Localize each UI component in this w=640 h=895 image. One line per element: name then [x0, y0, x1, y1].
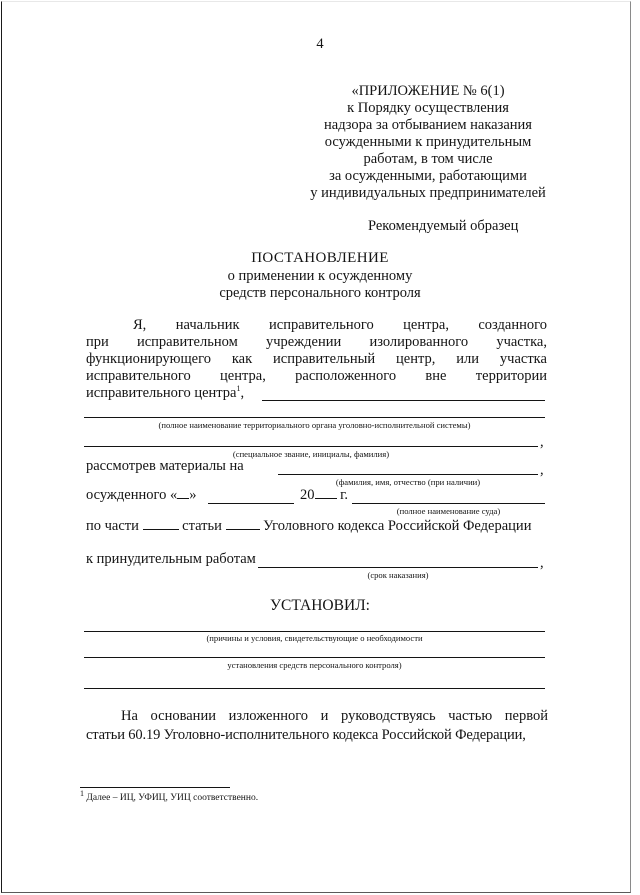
hint-organ: (полное наименование территориального органа уголовно-исполнительной системы) [158, 420, 471, 430]
blank-line [352, 503, 545, 504]
blank-line [84, 417, 545, 418]
hint-tools: установления средств персонального контроля) [227, 660, 402, 670]
blank-line [278, 474, 538, 475]
paragraph-line: Я, начальник исправительного центра, созданного [133, 317, 547, 333]
convicted-label: осужденного « » [86, 487, 197, 503]
appendix-line: «ПРИЛОЖЕНИЕ № 6(1) [351, 83, 505, 99]
comma: , [540, 462, 544, 478]
hint-rank: (специальное звание, инициалы, фамилия) [232, 449, 390, 459]
blank-line [84, 688, 545, 689]
comma: , [540, 434, 544, 450]
paragraph-line: исправительного центра, расположенного вне территории [86, 368, 547, 384]
footnote-separator [80, 787, 230, 788]
blank-line [84, 657, 545, 658]
hint-term: (срок наказания) [367, 570, 429, 580]
footnote: $^1$ Далее – ИЦ, УФИЦ, УИЦ соответственно. [80, 788, 259, 803]
document-title: ПОСТАНОВЛЕНИЕ [251, 250, 389, 266]
appendix-line: работам, в том числе [363, 151, 493, 167]
blank-line [208, 503, 294, 504]
closing-line: На основании изложенного и руководствуясь частью первой [121, 708, 548, 724]
blank-line [84, 446, 538, 447]
paragraph-line: функционирующего как исправительный центр, или участка [86, 351, 547, 367]
paragraph-line: при исправительном учреждении изолированного участка, [86, 334, 547, 350]
blank-line [84, 631, 545, 632]
year-label: 20 г. [300, 487, 349, 503]
page-number: 4 [316, 36, 324, 52]
document-subtitle: средств персонального контроля [219, 285, 421, 301]
part-article-line: по части статьи Уголовного кодекса Российской Федерации [86, 518, 532, 534]
recommended-sample: Рекомендуемый образец [368, 218, 519, 234]
document-subtitle: о применении к осужденному [227, 268, 413, 284]
established-heading: УСТАНОВИЛ: [270, 597, 370, 614]
closing-line: статьи 60.19 Уголовно-исполнительного кодекса Российской Федерации, [86, 727, 526, 743]
appendix-line: за осужденными, работающими [329, 168, 527, 184]
comma: , [540, 555, 544, 571]
paragraph-line: исправительного центра$^1$, [86, 384, 245, 401]
reviewed-label: рассмотрев материалы на [86, 458, 244, 474]
appendix-line: надзора за отбыванием наказания [324, 117, 532, 133]
blank-line [262, 400, 545, 401]
hint-reasons: (причины и условия, свидетельствующие о необходимости [206, 633, 423, 643]
appendix-line: к Порядку осуществления [347, 100, 509, 116]
appendix-line: осужденными к принудительным [324, 134, 532, 150]
appendix-line: у индивидуальных предпринимателей [310, 185, 546, 201]
forced-labor-label: к принудительным работам [86, 551, 256, 567]
footnote-reference: 1 [236, 384, 241, 394]
hint-fio: (фамилия, имя, отчество (при наличии) [335, 477, 481, 487]
hint-court: (полное наименование суда) [396, 506, 501, 516]
blank-line [258, 567, 538, 568]
